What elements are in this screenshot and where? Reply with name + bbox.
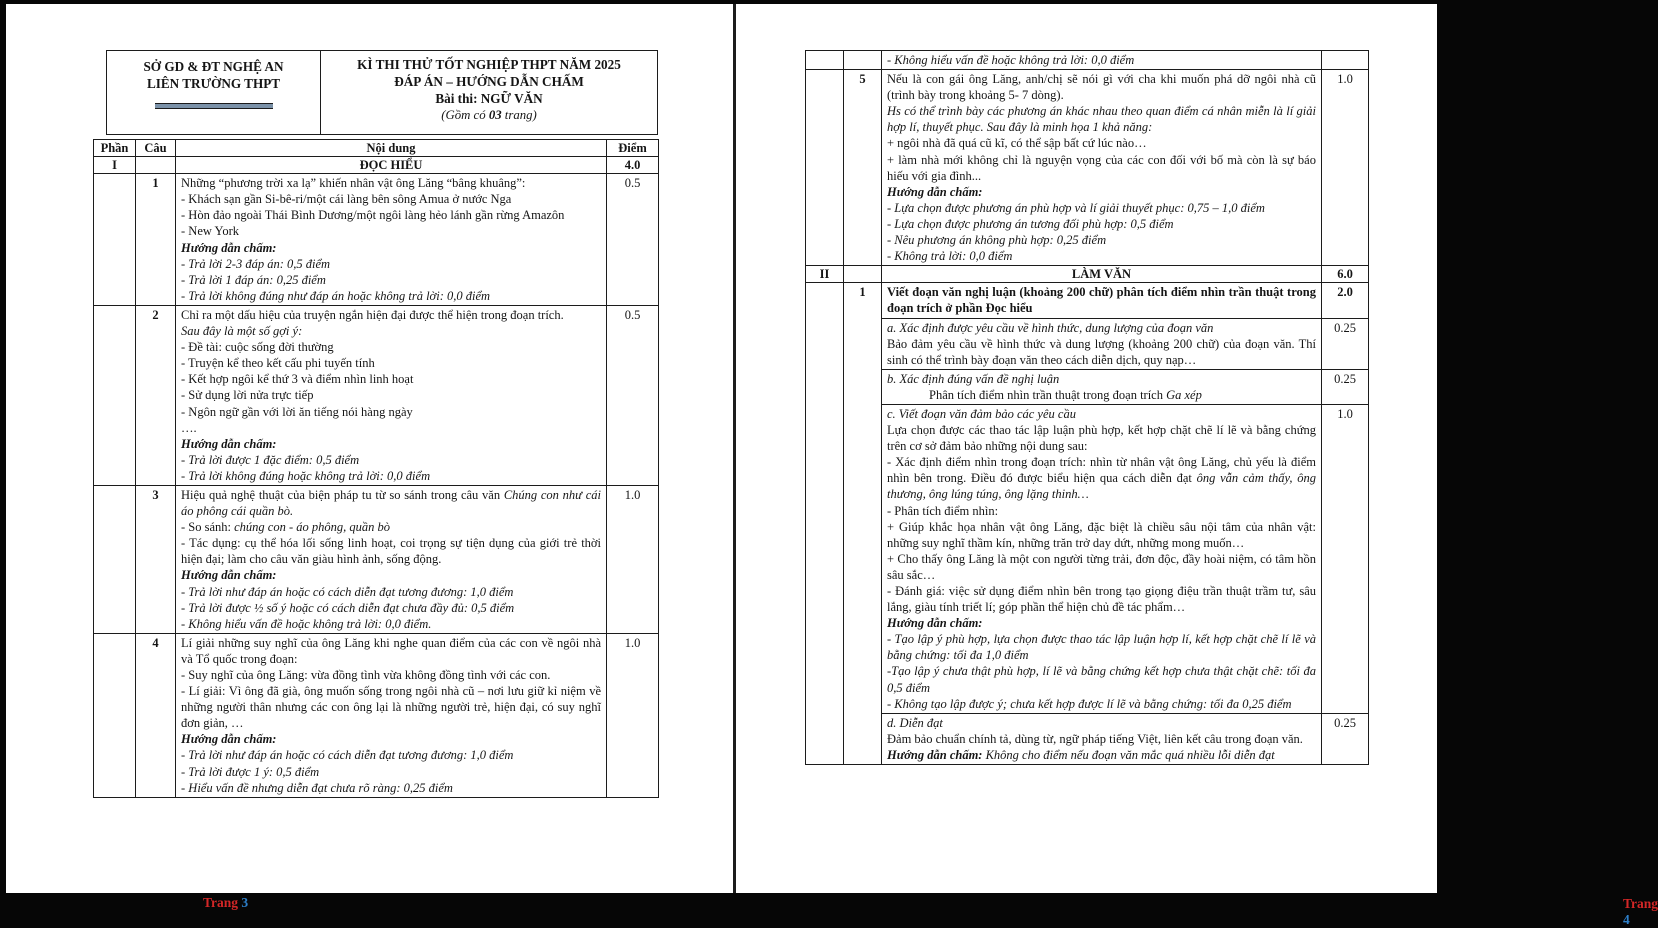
text-segment: - Hiểu vấn đề nhưng diễn đạt chưa rõ ràng: 0,25 điểm [181, 780, 453, 795]
part-cell [94, 485, 136, 633]
content-line [181, 207, 601, 223]
text-segment: Hướng dẫn chấm: [887, 747, 986, 762]
text-segment: - Không tạo lập được ý; chưa kết hợp được lí lẽ và bằng chứng: tối đa 0,25 điểm [887, 696, 1292, 711]
content-line [181, 256, 601, 272]
content-line [887, 232, 1316, 248]
content-cell [882, 713, 1322, 764]
answer-table-page3 [93, 139, 659, 798]
text-segment: - Trả lời như đáp án hoặc có cách diễn đạt tương đương: 1,0 điểm [181, 584, 514, 599]
org-line-2: LIÊN TRƯỜNG THPT [146, 76, 281, 91]
content-line [887, 248, 1316, 264]
content-line [887, 200, 1316, 216]
part-cell [94, 174, 136, 306]
score-cell: 1.0 [1322, 70, 1369, 266]
footer-page-number: 3 [241, 895, 249, 910]
content-line [887, 551, 1316, 583]
score-cell: 0.5 [607, 174, 659, 306]
question-number-cell: 2 [136, 305, 176, 485]
content-line [887, 422, 1316, 454]
question-number-cell: 1 [136, 174, 176, 306]
content-line [887, 631, 1316, 663]
page-3 [93, 50, 658, 910]
text-segment: Hướng dẫn chấm: [887, 184, 983, 199]
content-line [181, 747, 601, 763]
part-cell [94, 305, 136, 485]
question-number-cell [136, 157, 176, 174]
text-segment: Bảo đảm yêu cầu về hình thức và dung lượng (khoảng 200 chữ) của đoạn văn. Thí sinh có thể trình bày đoạn văn theo cách diễn dịch, quy nạp… [887, 336, 1316, 367]
content-line [181, 567, 601, 583]
text-segment: ông vẫn cảm thấy, ông thương, ông lúng túng, ông lặng thinh… [887, 471, 1316, 502]
text-segment: - Không trả lời: 0,0 điểm [887, 249, 1013, 264]
content-line [181, 240, 601, 256]
text-segment: Không cho điểm nếu đoạn văn mắc quá nhiều lỗi diễn đạt [985, 747, 1275, 762]
text-segment: - Khách sạn gần Si-bê-ri/một cái làng bên sông Amua ở nước Nga [181, 192, 512, 207]
score-cell: 6.0 [1322, 266, 1369, 283]
note-prefix: (Gồm có [441, 108, 489, 122]
text-segment: - Không hiểu vấn đề hoặc không trả lời: 0,0 điểm [887, 53, 1135, 67]
score-cell: 0.5 [607, 305, 659, 485]
text-segment: - Lựa chọn được phương án tương đối phù hợp: 0,5 điểm [887, 216, 1174, 231]
content-line [181, 387, 601, 403]
content-line [887, 615, 1316, 631]
text-segment: Phân tích điểm nhìn trần thuật trong đoạn trích [929, 387, 1167, 402]
score-cell: 2.0 [1322, 283, 1369, 318]
content-line [181, 355, 601, 371]
score-cell [1322, 51, 1369, 70]
content-line [887, 371, 1316, 387]
answer-row [806, 51, 1369, 70]
text-segment: Những “phương trời xa lạ” khiến nhân vật ông Lăng “bâng khuâng”: [181, 176, 526, 191]
question-number-cell: 4 [136, 633, 176, 797]
text-segment: c. Viết đoạn văn đảm bảo các yêu cầu [887, 406, 1076, 421]
score-cell: 0.25 [1322, 369, 1369, 404]
text-segment: - Suy nghĩ của ông Lăng: vừa đồng tình vừa không đồng tình với các con. [181, 668, 551, 682]
text-segment: - Sử dụng lời nửa trực tiếp [181, 388, 314, 403]
text-segment: Hướng dẫn chấm: [887, 616, 983, 631]
text-segment: a. Xác định được yêu cầu về hình thức, dung lượng của đoạn văn [887, 320, 1214, 335]
text-segment: - Xác định điểm nhìn trong đoạn trích: nhìn từ nhân vật ông Lăng, chủ yếu là điểm nhìn bên trong. Điều đó được biểu hiện qua cách diễn đạt [887, 455, 1316, 486]
answer-row [806, 283, 1369, 318]
text-segment: - Trả lời không đúng như đáp án hoặc không trả lời: 0,0 điểm [181, 288, 491, 303]
text-segment: - Lí giải: Vì ông đã già, ông muốn sống trong ngôi nhà cũ – nơi lưu giữ kỉ niệm về những người thân nhưng các con ông lại là những người trẻ, hiện đại, có suy nghĩ đơn giản, … [181, 684, 601, 731]
content-line [181, 780, 601, 796]
content-line [181, 667, 601, 683]
question-number-cell [844, 51, 882, 70]
answer-table-page4 [805, 50, 1369, 765]
content-line [887, 52, 1316, 68]
content-cell [882, 70, 1322, 266]
exam-page-count-note [321, 107, 657, 124]
text-segment: - New York [181, 224, 239, 239]
content-line [181, 191, 601, 207]
note-suffix: trang) [501, 108, 537, 122]
answer-row [94, 485, 659, 633]
text-segment: Lí giải những suy nghĩ của ông Lăng khi nghe quan điểm của các con về ngôi nhà và Tổ quốc trong đoạn: [181, 635, 601, 666]
page-4 [805, 50, 1658, 927]
text-segment: - Truyện kể theo kết cấu phi tuyến tính [181, 356, 375, 371]
content-cell [176, 174, 607, 306]
text-segment: - Không hiểu vấn đề hoặc không trả lời: 0,0 điểm. [181, 616, 432, 631]
content-line [887, 320, 1316, 336]
text-segment: Hướng dẫn chấm: [181, 436, 277, 451]
text-segment: + làm nhà mới không chỉ là nguyện vọng của các con đối với bố mà còn là sự báo hiếu với gia đình... [887, 152, 1316, 183]
text-segment: - Trả lời được ½ số ý hoặc có cách diễn đạt chưa đầy đủ: 0,5 điểm [181, 600, 515, 615]
content-line [887, 715, 1316, 731]
part-cell [806, 51, 844, 70]
page-footer-3 [203, 895, 248, 911]
answer-row [94, 633, 659, 797]
text-segment: …. [181, 420, 197, 435]
content-line [181, 635, 601, 667]
text-segment: - Đánh giá: việc sử dụng điểm nhìn bên trong tạo giọng điệu trần thuật trầm tư, sâu lắng, giàu tính triết lí; góp phần thể hiện chủ đề tác phẩm… [887, 584, 1316, 615]
page-footer-4 [1623, 896, 1658, 928]
footer-label: Trang [1623, 896, 1658, 911]
text-segment: Chỉ ra một dấu hiệu của truyện ngắn hiện đại được thể hiện trong đoạn trích. [181, 307, 564, 322]
page-divider [733, 4, 736, 893]
text-segment: + Giúp khắc họa nhân vật ông Lăng, đặc biệt là chiều sâu nội tâm của nhân vật: những suy nghĩ thầm kín, những trăn trở day dứt, những mong muốn… [887, 519, 1316, 550]
section-title-cell: ĐỌC HIỂU [176, 157, 607, 174]
answer-row [806, 369, 1369, 404]
footer-page-number: 4 [1623, 912, 1630, 927]
part-cell [806, 70, 844, 266]
content-line [181, 223, 601, 239]
content-line [887, 135, 1316, 151]
content-line [887, 747, 1316, 763]
content-line [887, 503, 1316, 519]
content-line [181, 519, 601, 535]
content-cell [882, 369, 1322, 404]
text-segment: Viết đoạn văn nghị luận (khoảng 200 chữ) phân tích điểm nhìn trần thuật trong đoạn trích ở phần Đọc hiểu [887, 285, 1316, 316]
answer-row [806, 70, 1369, 266]
text-segment: Chúng con như cái áo phông cái quần bò. [181, 487, 601, 519]
text-segment: Hướng dẫn chấm: [181, 568, 277, 583]
section-row [94, 157, 659, 174]
content-line [887, 103, 1316, 135]
footer-label: Trang [203, 895, 239, 910]
text-segment: d. Diễn đạt [887, 715, 943, 730]
content-line [181, 535, 601, 567]
text-segment: - Trả lời được 1 đặc điểm: 0,5 điểm [181, 452, 360, 467]
text-segment: - Hòn đảo ngoài Thái Bình Dương/một ngôi làng hẻo lánh gần rừng Amazôn [181, 208, 565, 223]
text-segment: Hướng dẫn chấm: [181, 732, 277, 747]
content-line [887, 216, 1316, 232]
text-segment: - So sánh: [181, 520, 235, 535]
text-segment: - Trả lời không đúng hoặc không trả lời: 0,0 điểm [181, 468, 431, 483]
content-cell [176, 305, 607, 485]
answer-row [806, 318, 1369, 369]
question-number-cell [844, 266, 882, 283]
part-cell: II [806, 266, 844, 283]
answer-row [94, 305, 659, 485]
content-line [181, 420, 601, 436]
column-header: Điểm [607, 140, 659, 157]
content-line [181, 404, 601, 420]
answer-row [94, 174, 659, 306]
column-header: Phần [94, 140, 136, 157]
column-header: Câu [136, 140, 176, 157]
section-row [806, 266, 1369, 283]
content-line [181, 371, 601, 387]
exam-header-org [107, 51, 321, 134]
text-segment: chúng con - áo phông, quần bò [234, 520, 391, 535]
text-segment: Đảm bảo chuẩn chính tả, dùng từ, ngữ pháp tiếng Việt, liên kết câu trong đoạn văn. [887, 731, 1303, 746]
table-header-row [94, 140, 659, 157]
content-line [181, 452, 601, 468]
text-segment: - Trả lời 2-3 đáp án: 0,5 điểm [181, 256, 331, 271]
text-segment: Hiệu quả nghệ thuật của biện pháp tu từ so sánh trong câu văn [181, 487, 504, 502]
content-line [887, 336, 1316, 368]
score-cell: 4.0 [607, 157, 659, 174]
content-line [887, 152, 1316, 184]
content-line [887, 454, 1316, 502]
answer-row [806, 404, 1369, 713]
text-segment: - Kết hợp ngôi kể thứ 3 và điểm nhìn linh hoạt [181, 372, 414, 387]
text-segment: - Ngôn ngữ gần với lời ăn tiếng nói hàng ngày [181, 404, 413, 419]
content-line [181, 616, 601, 632]
content-line [887, 406, 1316, 422]
content-line [181, 487, 601, 519]
text-segment: -Tạo lập ý chưa thật phù hợp, lí lẽ và bằng chứng kết hợp chưa thật chặt chẽ: tối đa 0,5 điểm [887, 664, 1316, 695]
question-number-cell: 3 [136, 485, 176, 633]
question-number-cell: 1 [844, 283, 882, 765]
part-cell: I [94, 157, 136, 174]
content-line [181, 764, 601, 780]
text-segment: Nếu là con gái ông Lăng, anh/chị sẽ nói gì với cha khi muốn phá dỡ ngôi nhà cũ (trình bày trong khoảng 5- 7 dòng). [887, 72, 1316, 103]
content-line [181, 272, 601, 288]
score-cell: 0.25 [1322, 318, 1369, 369]
text-segment: - Tác dụng: cụ thể hóa lối sống linh hoạt, coi trọng sự tiện dụng của giới trẻ thời hiện đại; làm cho câu văn giàu hình ảnh, sống động. [181, 536, 601, 567]
text-segment: b. Xác định đúng vấn đề nghị luận [887, 371, 1060, 386]
content-cell [882, 404, 1322, 713]
score-cell: 1.0 [607, 485, 659, 633]
text-segment: - Trả lời được 1 ý: 0,5 điểm [181, 764, 320, 779]
answer-row [806, 713, 1369, 764]
content-line [887, 71, 1316, 103]
score-cell: 1.0 [607, 633, 659, 797]
content-line [181, 436, 601, 452]
text-segment: - Lựa chọn được phương án phù hợp và lí giải thuyết phục: 0,75 – 1,0 điểm [887, 200, 1265, 215]
content-line [181, 339, 601, 355]
text-segment: Lựa chọn được các thao tác lập luận phù hợp, kết hợp chặt chẽ lí lẽ và bằng chứng trên cơ sở đảm bảo những nội dung sau: [887, 423, 1316, 454]
content-cell [882, 51, 1322, 70]
section-title-cell: LÀM VĂN [882, 266, 1322, 283]
content-line [181, 584, 601, 600]
part-cell [806, 283, 844, 765]
content-line [181, 288, 601, 304]
text-segment: Hs có thể trình bày các phương án khác nhau theo quan điểm cá nhân miễn là lí giải hợp lí, thuyết phục. Sau đây là minh họa 1 khả năng: [887, 104, 1316, 135]
text-segment: Ga xép [1166, 387, 1202, 402]
text-segment: - Nêu phương án không phù hợp: 0,25 điểm [887, 233, 1107, 248]
text-segment: - Phân tích điểm nhìn: [887, 503, 999, 518]
text-segment: + ngôi nhà đã quá cũ kĩ, có thể sập bất cứ lúc nào… [887, 136, 1147, 151]
content-line [181, 683, 601, 731]
score-cell: 1.0 [1322, 404, 1369, 713]
content-line [887, 184, 1316, 200]
question-number-cell: 5 [844, 70, 882, 266]
exam-title-line-2: ĐÁP ÁN – HƯỚNG DẪN CHẤM [394, 74, 584, 89]
text-segment: - Trả lời 1 đáp án: 0,25 điểm [181, 272, 326, 287]
text-segment: - Trả lời như đáp án hoặc có cách diễn đạt tương đương: 1,0 điểm [181, 748, 514, 763]
content-cell [176, 633, 607, 797]
exam-title-line-1: KÌ THI THỬ TỐT NGHIỆP THPT NĂM 2025 [357, 57, 621, 72]
content-line [887, 663, 1316, 695]
content-cell [882, 283, 1322, 318]
content-line [181, 600, 601, 616]
content-line [887, 731, 1316, 747]
content-cell [176, 485, 607, 633]
exam-title-line-3: Bài thi: NGỮ VĂN [435, 91, 543, 106]
score-cell: 0.25 [1322, 713, 1369, 764]
text-segment: - Đề tài: cuộc sống đời thường [181, 340, 334, 355]
column-header: Nội dung [176, 140, 607, 157]
content-line [181, 307, 601, 323]
part-cell [94, 633, 136, 797]
note-page-count: 03 [488, 108, 502, 122]
text-segment: - Tạo lập ý phù hợp, lựa chọn được thao tác lập luận hợp lí, kết hợp chặt chẽ lí lẽ và bằng chứng: tối đa 1,0 điểm [887, 632, 1316, 663]
exam-header-box [106, 50, 658, 135]
text-segment: + Cho thấy ông Lăng là một con người từng trải, đơn độc, đầy hoài niệm, có tâm hồn sâu sắc… [887, 551, 1316, 582]
content-line [181, 175, 601, 191]
content-line [181, 323, 601, 339]
text-segment: Sau đây là một số gợi ý: [181, 324, 303, 339]
content-line [887, 387, 1316, 403]
org-line-1: SỞ GD & ĐT NGHỆ AN [143, 59, 284, 74]
exam-header-title [321, 51, 657, 134]
content-cell [882, 318, 1322, 369]
text-segment: Hướng dẫn chấm: [181, 240, 277, 255]
content-line [887, 284, 1316, 316]
header-underline-bar [155, 103, 273, 109]
content-line [887, 696, 1316, 712]
content-line [181, 468, 601, 484]
content-line [181, 731, 601, 747]
content-line [887, 519, 1316, 551]
content-line [887, 583, 1316, 615]
